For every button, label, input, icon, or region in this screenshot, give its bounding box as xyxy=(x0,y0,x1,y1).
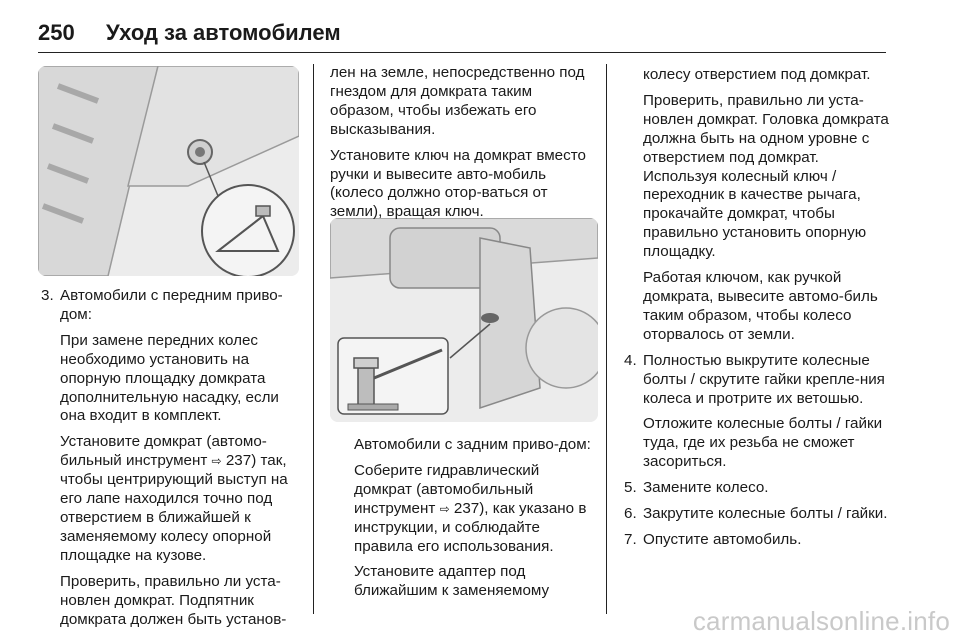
rear-jack-drawing xyxy=(330,218,598,422)
watermark: carmanualsonline.info xyxy=(692,606,950,636)
section-title: Уход за автомобилем xyxy=(106,20,341,45)
column-3 xyxy=(621,66,891,557)
list-item-7 xyxy=(621,531,891,550)
list-item-3 xyxy=(38,287,300,629)
paragraph: Полностью выкрутите колесные болты / скрутите гайки крепле-ния колеса и протрите их ветошью. xyxy=(643,351,885,407)
paragraph: Установите домкрат (автомо-бильный инструмент ⇨ 237) так, чтобы центрирующий выступ на его лапе находился точно под отверстием в ближайшей к заменяемому колесу опорной площадке на кузове. xyxy=(60,433,288,564)
front-jack-drawing xyxy=(38,66,299,276)
paragraph: Закрутите колесные болты / гайки. xyxy=(643,505,888,523)
item-title: Автомобили с передним приво-дом: xyxy=(60,287,283,323)
page-header xyxy=(38,18,886,53)
column-divider-left xyxy=(313,64,314,614)
column-divider-right xyxy=(606,64,607,614)
column-2-rwd xyxy=(354,436,598,608)
page-ref-link[interactable]: 237 xyxy=(225,452,252,470)
item-number: 5. xyxy=(624,479,637,497)
list-item-6 xyxy=(621,505,891,524)
paragraph: лен на земле, непосредственно под гнездом для домкрата таким образом, чтобы избежать его высказывания. xyxy=(330,64,585,138)
list-item-4 xyxy=(621,352,891,472)
page-ref-icon: ⇨ xyxy=(211,454,222,469)
paragraph: Соберите гидравлический домкрат (автомобильный инструмент ⇨ 237), как указано в инструкции, и соблюдайте правила его использования. xyxy=(354,461,587,555)
front-jack-illustration xyxy=(38,66,299,276)
item-title: Автомобили с задним приво-дом: xyxy=(354,436,591,453)
paragraph: Проверить, правильно ли уста-новлен домкрат. Подпятник домкрата должен быть установ- xyxy=(60,572,287,628)
column-2 xyxy=(330,64,598,229)
page-number: 250 xyxy=(38,20,75,45)
list-item-5 xyxy=(621,479,891,498)
paragraph: Проверить, правильно ли уста-новлен домкрат. Головка домкрата должна быть на одном уровне с отверстием под домкрат. Используя колесный ключ / переходник в качестве рычага, прокачайте домкрат, чтобы правильно установить опорную площадку. xyxy=(643,91,889,261)
rear-jack-illustration xyxy=(330,218,598,422)
column-1 xyxy=(38,287,300,636)
paragraph: Установите адаптер под ближайшим к заменяемому xyxy=(354,563,550,600)
item-number: 4. xyxy=(624,351,637,369)
page-ref-icon: ⇨ xyxy=(439,501,450,516)
item-number: 6. xyxy=(624,505,637,523)
paragraph: Установите ключ на домкрат вместо ручки и вывесите авто-мобиль (колесо должно отор-ваться от земли), вращая ключ. xyxy=(330,146,586,221)
item-number: 7. xyxy=(624,530,637,548)
paragraph: Замените колесо. xyxy=(643,479,769,497)
paragraph: колесу отверстием под домкрат. xyxy=(643,66,871,83)
paragraph: Опустите автомобиль. xyxy=(643,530,802,548)
paragraph: При замене передних колес необходимо установить на опорную площадку домкрата дополнительную насадку, если она входит в комплект. xyxy=(60,331,279,425)
page-ref-link[interactable]: 237 xyxy=(453,499,480,517)
paragraph: Отложите колесные болты / гайки туда, где их резьба не сможет засориться. xyxy=(643,415,883,471)
item-number: 3. xyxy=(41,287,54,304)
paragraph: Работая ключом, как ручкой домкрата, вывесите автомо-биль таким образом, чтобы колесо оторвалось от земли. xyxy=(643,269,878,343)
